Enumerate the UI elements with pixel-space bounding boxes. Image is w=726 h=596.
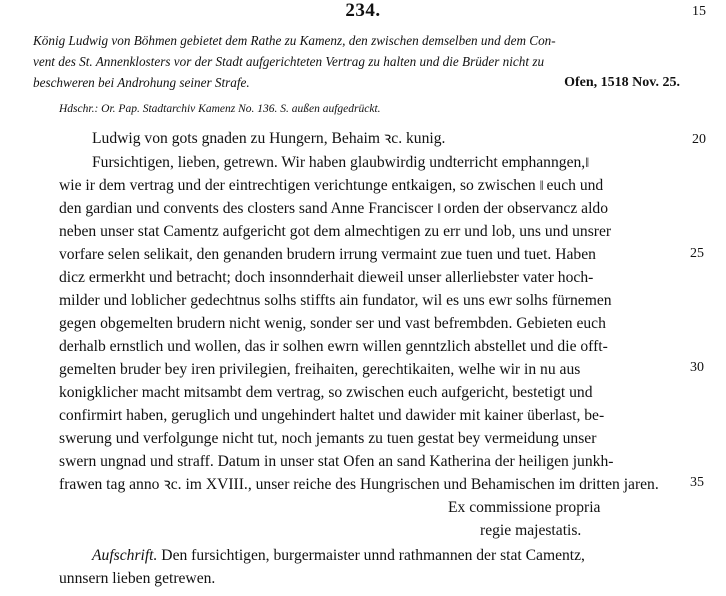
margin-line-number: 25 xyxy=(690,246,704,261)
document-date: Ofen, 1518 Nov. 25. xyxy=(564,75,680,90)
body-line: gemelten bruder bey iren privilegien, freihaiten, gerechtikaiten, welhe wir in nu aus xyxy=(59,361,581,378)
address-line: unnsern lieben getrewen. xyxy=(59,570,216,587)
margin-line-number: 35 xyxy=(690,475,704,490)
subscription-line: regie majestatis. xyxy=(480,522,582,539)
margin-line-number: 30 xyxy=(690,360,704,375)
body-line: wie ir dem vertrag und der eintrechtigen verichtunge entkaigen, so zwischen ‖ euch und xyxy=(59,177,604,194)
body-line: milder und loblicher gedechtnus solhs stiffts ain fundator, wil es uns ewr solhs fürnemen xyxy=(59,292,612,309)
body-line: Fursichtigen, lieben, getrewn. Wir haben glaubwirdig undterricht emphanngen,‖ xyxy=(92,154,589,171)
summary-line: vent des St. Annenklosters vor der Stadt aufgerichteten Vertrag zu halten und die Brüder nicht zu xyxy=(33,54,545,69)
summary-line: beschweren bei Androhung seiner Strafe. xyxy=(33,75,250,90)
body-line: den gardian und convents des closters sand Anne Franciscer ‖ orden der observancz aldo xyxy=(59,200,608,217)
source-note: Hdschr.: Or. Pap. Stadtarchiv Kamenz No. 136. S. außen aufgedrückt. xyxy=(59,103,381,115)
body-line: confirmirt haben, geruglich und ungehindert haltet und dawider mit kainer überlast, be- xyxy=(59,407,605,424)
body-line: swern ungnad und straff. Datum in unser stat Ofen an sand Katherina der heiligen junkh- xyxy=(59,453,614,470)
body-line: vorfare selen selikait, den genanden brudern irrung vermaint zue tuen und tuet. Haben xyxy=(59,246,596,263)
margin-line-number: 20 xyxy=(692,132,706,147)
line-break-marker: ‖ xyxy=(437,202,440,217)
address-label: Aufschrift. xyxy=(92,547,158,564)
body-line: frawen tag anno ꝛc. im XVIII., unser reiche des Hungrischen und Behamischen im dritten jaren. xyxy=(59,476,659,493)
body-line: konigklicher macht mitsambt dem vertrag, so zwischen euch aufgericht, bestetigt und xyxy=(59,384,593,401)
body-line: dicz ermerkht und betracht; doch insonnderhait dieweil unser allerliebster vater hoch- xyxy=(59,269,594,286)
body-line: gegen obgemelten brudern nicht wenig, sonder ser und vast befrembden. Gebieten euch xyxy=(59,315,606,332)
address-line: Aufschrift. Den fursichtigen, burgermaister unnd rathmannen der stat Camentz, xyxy=(92,547,585,564)
subscription-line: Ex commissione propria xyxy=(448,499,601,516)
line-break-marker: ‖ xyxy=(585,156,589,171)
body-line: swerung und verfolgunge nicht tut, noch jemants zu tuen gestat bey vermeidung unser xyxy=(59,430,597,447)
page-number: 234. xyxy=(345,0,381,21)
margin-line-number: 15 xyxy=(692,4,706,19)
line-break-marker: ‖ xyxy=(539,179,543,194)
body-line: derhalb ernstlich und wollen, das ir solhen ewrn willen genntzlich abstellet und die offt- xyxy=(59,338,608,355)
salutation-line: Ludwig von gots gnaden zu Hungern, Behaim ꝛc. kunig. xyxy=(92,130,446,147)
summary-line: König Ludwig von Böhmen gebietet dem Rathe zu Kamenz, den zwischen demselben und dem Con- xyxy=(33,33,556,48)
body-line: neben unser stat Camentz aufgericht got dem almechtigen zu err und lob, uns und unsrer xyxy=(59,223,612,240)
